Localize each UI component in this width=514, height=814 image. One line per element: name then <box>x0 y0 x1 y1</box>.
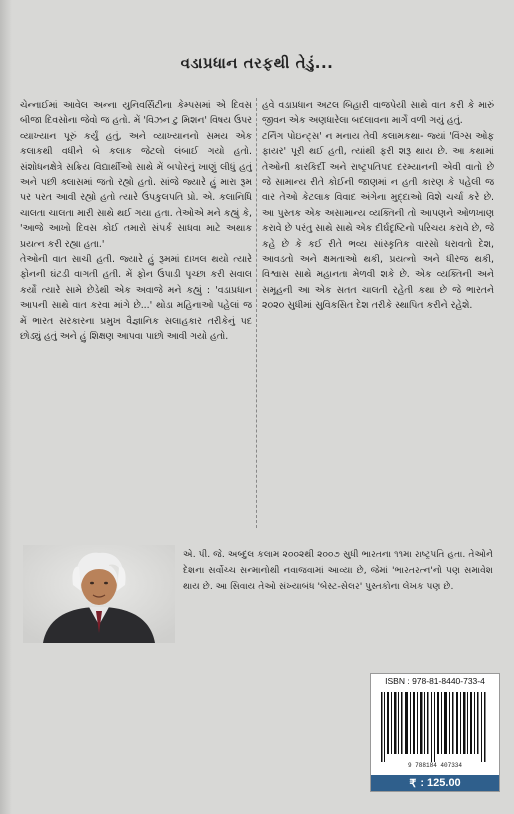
barcode-box <box>370 673 500 792</box>
left-paragraph-1: ચેન્નાઈમાં આવેલ અન્ના યુનિવર્સિટીના કેમ્પસમાં એ દિવસ બીજા દિવસોના જેવો જ હતો. મેં 'વિઝન ટુ મિશન' વિષય ઉપર વ્યાખ્યાન પૂરું કર્યું હતું, અને વ્યાખ્યાનનો સમય એક કલાકથી વધીને બે કલાક જેટલો લંબાઈ ગયો હતો. સંશોધનક્ષેત્રે સક્રિય વિદ્યાર્થીઓ સાથે મેં બપોરનું ખાણું લીધું હતું અને પછી ક્લાસમાં જતો રહ્યો હતો. સાંજે જ્યારે હું મારા રૂમ પર પરત આવી રહ્યો હતો ત્યારે ઉપકુલપતિ પ્રો. એ. કલાનિધિ ચાલતા ચાલતા મારી સાથે થઈ ગયા હતા. તેઓએ મને કહ્યું કે, 'આજે આખો દિવસ કોઈ તમારો સંપર્ક સાધવા માટે અથાક પ્રયત્ન કરી રહ્યા હતા.' <box>20 100 252 250</box>
left-paragraph-2: તેઓની વાત સાચી હતી. જ્યારે હું રૂમમાં દાખલ થયો ત્યારે ફોનની ઘંટડી વાગતી હતી. મેં ફોન ઉપાડી પૃચ્છા કરી સવાલ કર્યો ત્યારે સામે છેડેથી એક અવાજે મને કહ્યું : 'વડાપ્રધાન આપની સાથે વાત કરવા માંગે છે...' થોડા મહિનાઓ પહેલાં જ મેં ભારત સરકારના પ્રમુખ વૈજ્ઞાનિક સલાહકાર તરીકેનું પદ છોડ્યું હતું અને હું શિક્ષણ આપવા પાછો આવી ગયો હતો. <box>20 254 252 343</box>
author-photo <box>23 545 175 643</box>
price-strip <box>371 775 499 791</box>
barcode-icon <box>379 692 491 762</box>
column-divider <box>256 98 257 528</box>
title-band <box>0 44 514 82</box>
right-paragraph-1: હવે વડાપ્રધાન અટલ બિહારી વાજપેયી સાથે વાત કરી કે મારું જીવન એક અણધારેલા બદલાવના માર્ગે વળી ગયું હતું. <box>262 100 494 127</box>
author-portrait-icon <box>23 545 175 643</box>
right-paragraph-2: ટર્નિંગ પોઇન્ટ્સ' ન મનાય તેવી કલામકથા- જ્યાં 'વિંગ્સ ઓફ ફાયર' પૂરી થઈ હતી, ત્યાંથી ફરી શરૂ થાય છે. આ કથામાં તેઓની કારકિર્દી અને રાષ્ટ્રપતિપદ દરમ્યાનની એવી વાતો છે જે સામાન્ય રીતે કોઈની જાણમાં ન હતી કારણ કે પહેલી જ વાર તેઓ કેટલાક વિવાદ અંગેના મુદ્દાઓ વિશે ચર્ચા કરે છે. આ પુસ્તક એક અસામાન્ય વ્યક્તિની તો આપણને ઓળખાણ કરાવે છે પરંતુ સાથે સાથે એક દીર્ઘદૃષ્ટિનો પરિચય કરાવે છે, જે કહે છે કે કઈ રીતે ભવ્ય સાંસ્કૃતિક વારસો ધરાવતો દેશ, આવડતો અને ક્ષમતાઓ થકી, પ્રયત્નો અને ધીરજ થકી, વિશ્વાસ સાથે મહાનતા મેળવી શકે છે. એક વ્યક્તિની અને સમૂહની આ એક સતત ચાલતી રહેતી કથા છે જે ભારતને ૨૦૨૦ સુધીમાં સુવિકસિત દેશ તરીકે સ્થાપિત કરીને રહેશે. <box>262 130 494 312</box>
barcode-number: 9 788184 407334 <box>407 762 462 769</box>
page-title: વડાપ્રધાન તરફથી તેડું... <box>180 54 334 72</box>
author-bio-text: એ. પી. જે. અબ્દુલ કલામ ૨૦૦૨થી ૨૦૦૭ સુધી ભારતના ૧૧મા રાષ્ટ્રપતિ હતા. તેઓને દેશના સર્વોચ્ચ સન્માનોથી નવાજવામાં આવ્યા છે, જેમાં 'ભારતરત્ન'નો પણ સમાવેશ થાય છે. આ સિવાય તેઓ સંખ્યાબંધ 'બેસ્ટ-સેલર' પુસ્તકોના લેખક પણ છે. <box>183 549 493 592</box>
isbn-label: ISBN : 978-81-8440-733-4 <box>385 676 485 686</box>
author-bio <box>183 547 493 595</box>
right-column <box>262 98 494 314</box>
left-column <box>20 98 252 345</box>
rupee-icon: ₹ <box>409 777 417 790</box>
cover-edge <box>0 0 12 814</box>
price-value: : 125.00 <box>420 777 461 789</box>
